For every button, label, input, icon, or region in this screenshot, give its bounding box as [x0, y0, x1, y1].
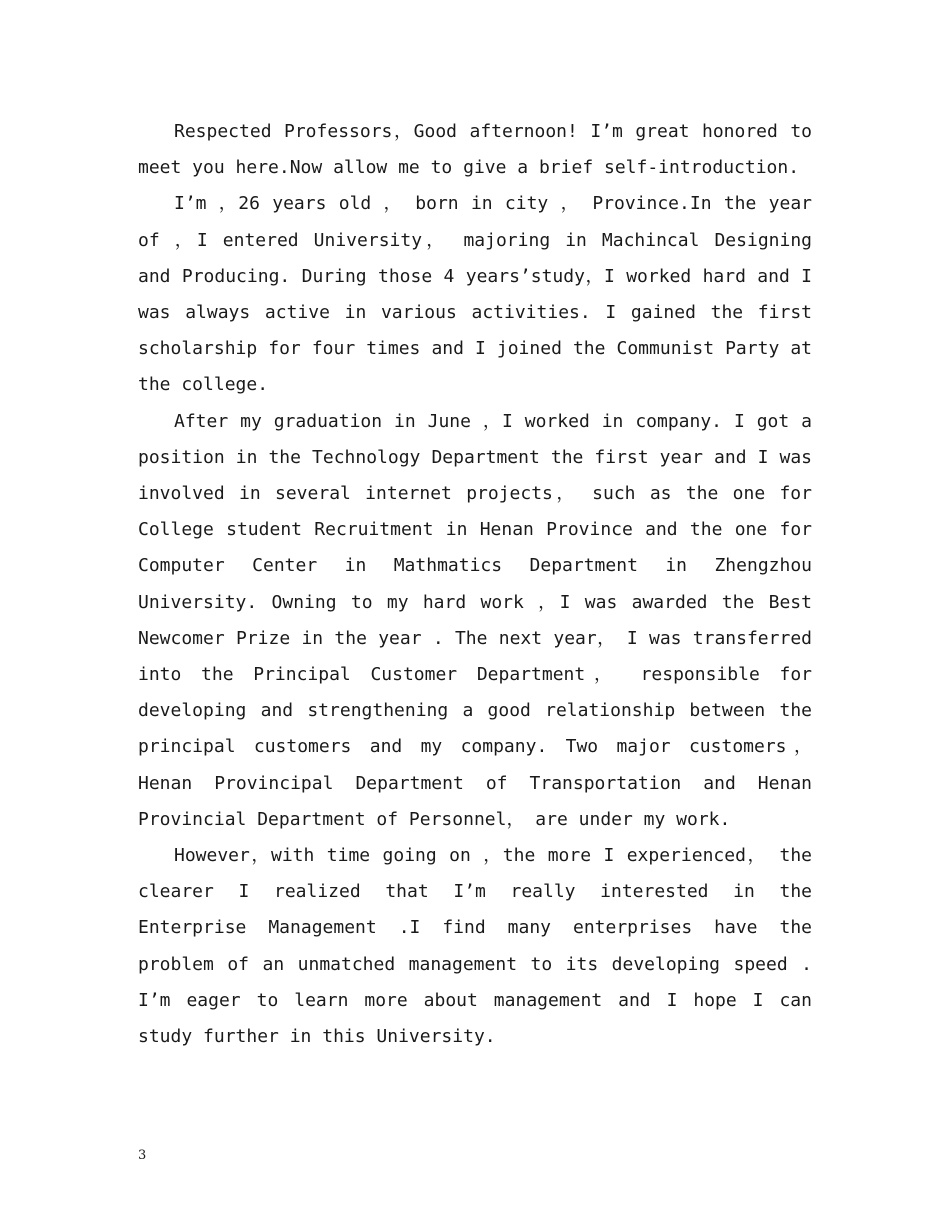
page-number: 3 [138, 1148, 147, 1163]
paragraph-greeting: Respected Professors，Good afternoon! I’m great honored to meet you here.Now allow me to give a brief self-introduction. [138, 121, 812, 179]
paragraph-background: I’m ，26 years old ， born in city ， Province.In the year of ，I entered University， majoring in Machincal Designing and Producing. During those 4 years’study，I worked hard and I was always active in various activities. I gained the first scholarship for four times and I joined the Communist Party at the college. [138, 193, 812, 396]
paragraph-motivation: However，with time going on ，the more I experienced， the clearer I realized that I’m really interested in the Enterprise Management .I find many enterprises have the problem of an unmatched management to its developing speed . I’m eager to learn more about management and I hope I can study further in this University. [138, 845, 812, 1048]
document-body [138, 114, 812, 1055]
paragraph-work-experience: After my graduation in June ，I worked in company. I got a position in the Technology Department the first year and I was involved in several internet projects， such as the one for College student Recruitment in Henan Province and the one for Computer Center in Mathmatics Department in Zhengzhou University. Owning to my hard work ，I was awarded the Best Newcomer Prize in the year . The next year， I was transferred into the Principal Customer Department， responsible for developing and strengthening a good relationship between the principal customers and my company. Two major customers， Henan Provincipal Department of Transportation and Henan Provincial Department of Personnel， are under my work. [138, 410, 812, 830]
